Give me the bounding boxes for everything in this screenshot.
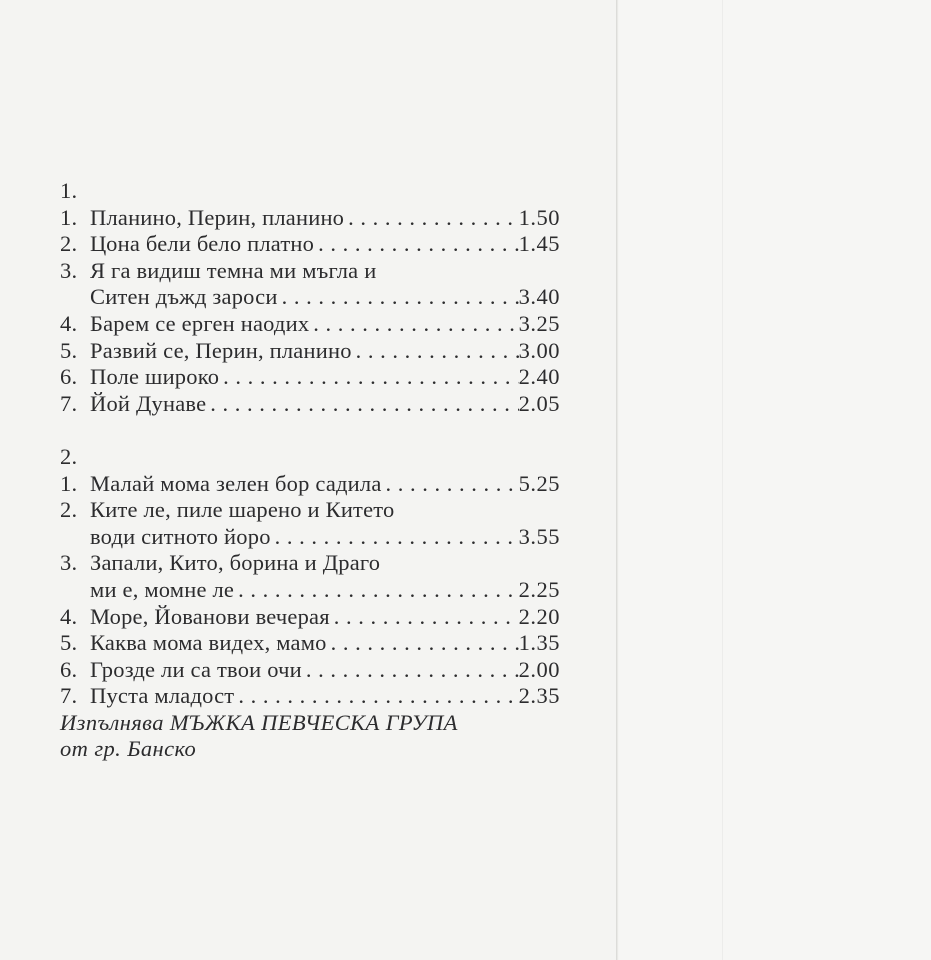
- dot-leader: [219, 364, 518, 391]
- track-duration: 3.25: [518, 310, 560, 336]
- dot-leader: [352, 338, 519, 365]
- track-title: Барем се ерген наодих: [90, 310, 310, 336]
- track-duration: 5.25: [518, 470, 560, 496]
- track-line: [60, 657, 560, 684]
- dot-leader: [234, 577, 519, 604]
- fold-crease-secondary: [722, 0, 723, 960]
- track-line: [60, 284, 560, 311]
- track-line: [60, 550, 560, 577]
- dot-leader: [206, 391, 518, 418]
- dot-leader: [309, 311, 518, 338]
- dot-leader: [234, 683, 518, 710]
- performer-credit: Изпълнява МЪЖКА ПЕВЧЕСКА ГРУПА: [60, 709, 458, 735]
- track-duration: 2.05: [518, 390, 560, 416]
- track-title: Йой Дунаве: [90, 390, 207, 416]
- track-title: Поле широко: [90, 364, 220, 390]
- track-number: 4.: [60, 310, 78, 336]
- dot-leader: [344, 205, 518, 232]
- track-line: [60, 364, 560, 391]
- track-title: Планино, Перин, планино: [90, 204, 345, 230]
- dot-leader: [278, 284, 519, 311]
- track-line: [60, 524, 560, 551]
- track-number: 1.: [60, 204, 78, 230]
- side-heading: 2.: [60, 443, 78, 469]
- track-line: [60, 577, 560, 604]
- track-duration: 3.00: [518, 337, 560, 363]
- track-line: [60, 497, 560, 524]
- dot-leader: [302, 657, 519, 684]
- track-duration: 1.50: [518, 204, 560, 230]
- track-duration: 2.35: [518, 683, 560, 709]
- track-duration: 3.40: [518, 284, 560, 310]
- track-duration: 3.55: [518, 523, 560, 549]
- track-title: ми е, момне ле: [90, 576, 235, 602]
- track-duration: 1.35: [518, 630, 560, 656]
- track-title: Развий се, Перин, планино: [90, 337, 352, 363]
- track-number: 7.: [60, 683, 78, 709]
- track-title: Каква мома видех, мамо: [90, 630, 327, 656]
- track-line: [60, 258, 560, 285]
- dot-leader: [382, 471, 519, 498]
- track-number: 5.: [60, 337, 78, 363]
- track-duration: 2.25: [518, 576, 560, 602]
- side-heading: 1.: [60, 178, 78, 203]
- track-number: 2.: [60, 231, 78, 257]
- insert-right-panel: [619, 0, 931, 960]
- track-line: [60, 205, 560, 232]
- track-duration: 1.45: [518, 231, 560, 257]
- tracklist: [60, 178, 560, 763]
- track-duration: 2.00: [518, 656, 560, 682]
- track-number: 6.: [60, 656, 78, 682]
- dot-leader: [314, 231, 519, 258]
- track-title: Я га видиш темна ми мъгла и: [90, 257, 377, 283]
- track-title: Запали, Кито, борина и Драго: [90, 550, 381, 576]
- track-line: [60, 311, 560, 338]
- track-duration: 2.40: [518, 364, 560, 390]
- track-title: Пуста младост: [90, 683, 235, 709]
- dot-leader: [327, 630, 519, 657]
- track-number: 1.: [60, 470, 78, 496]
- track-number: 3.: [60, 550, 78, 576]
- track-line: [60, 231, 560, 258]
- side-gap: [60, 417, 560, 444]
- track-line: [60, 683, 560, 710]
- track-number: 5.: [60, 630, 78, 656]
- track-title: Ситен дъжд зароси: [90, 284, 278, 310]
- track-number: 6.: [60, 364, 78, 390]
- track-number: 3.: [60, 257, 78, 283]
- track-line: [60, 630, 560, 657]
- dot-leader: [271, 524, 519, 551]
- track-line: [60, 604, 560, 631]
- track-number: 7.: [60, 390, 78, 416]
- track-line: [60, 391, 560, 418]
- track-line: [60, 471, 560, 498]
- track-title: Малай мома зелен бор садила: [90, 470, 382, 496]
- performer-location: от гр. Банско: [60, 736, 197, 762]
- track-number: 2.: [60, 497, 78, 523]
- track-number: 4.: [60, 603, 78, 629]
- track-title: Ките ле, пиле шарено и Китето: [90, 497, 395, 523]
- track-title: Цона бели бело платно: [90, 231, 315, 257]
- track-title: Грозде ли са твои очи: [90, 656, 302, 682]
- track-duration: 2.20: [518, 603, 560, 629]
- dot-leader: [330, 604, 519, 631]
- track-line: [60, 338, 560, 365]
- track-title: Море, Йованови вечерая: [90, 603, 330, 629]
- track-title: води ситното йоро: [90, 523, 271, 549]
